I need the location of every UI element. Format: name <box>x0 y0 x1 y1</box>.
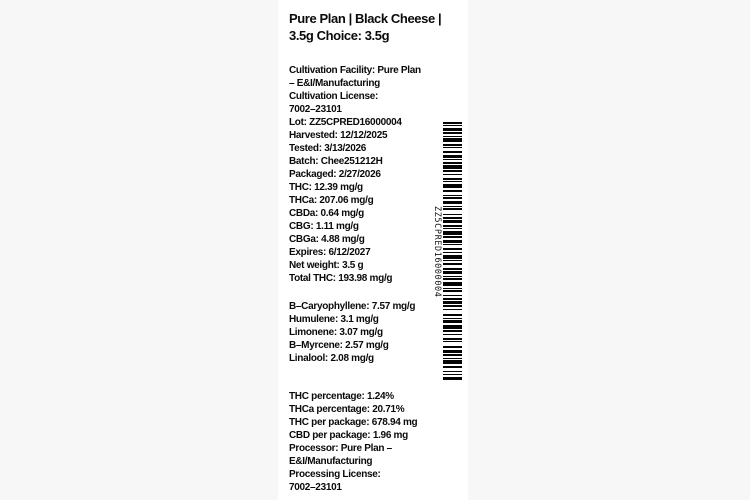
label-text-line: Harvested: 12/12/2025 <box>289 130 388 141</box>
label-text-line: Batch: Chee251212H <box>289 156 383 167</box>
barcode-text: ZZ5CPRED16000004 <box>432 206 442 298</box>
label-text-line: THCa: 207.06 mg/g <box>289 195 374 206</box>
summary-section <box>289 390 466 494</box>
label-text-line: Processing License: <box>289 469 381 480</box>
label-text-line: Cultivation Facility: Pure Plan <box>289 65 421 76</box>
label-text-line: THCa percentage: 20.71% <box>289 404 405 415</box>
product-title-line1: Pure Plan | Black Cheese | <box>289 11 442 26</box>
label-text-line: Limonene: 3.07 mg/g <box>289 327 383 338</box>
label-text-line: Packaged: 2/27/2026 <box>289 169 381 180</box>
label-text-line: E&I/Manufacturing <box>289 456 373 467</box>
label-text-line: THC: 12.39 mg/g <box>289 182 363 193</box>
label-text-line: CBDa: 0.64 mg/g <box>289 208 364 219</box>
label-text-line: Processor: Pure Plan – <box>289 443 392 454</box>
label-text-line: Net weight: 3.5 g <box>289 260 364 271</box>
label-text-line: CBD per package: 1.96 mg <box>289 430 408 441</box>
barcode-text-wrap <box>431 122 443 382</box>
label-text-line: THC percentage: 1.24% <box>289 391 394 402</box>
label-text-line: CBGa: 4.88 mg/g <box>289 234 365 245</box>
label-text-line: 7002–23101 <box>289 482 342 493</box>
label-text-line: Total THC: 193.98 mg/g <box>289 273 393 284</box>
label-text-line: – E&I/Manufacturing <box>289 78 380 89</box>
label-text-line: Lot: ZZ5CPRED16000004 <box>289 117 402 128</box>
label-text-line: B–Caryophyllene: 7.57 mg/g <box>289 301 416 312</box>
barcode-icon <box>443 122 462 382</box>
label-text-line: B–Myrcene: 2.57 mg/g <box>289 340 389 351</box>
product-label <box>278 0 468 500</box>
label-text-line: THC per package: 678.94 mg <box>289 417 418 428</box>
label-text-line: Tested: 3/13/2026 <box>289 143 366 154</box>
label-text-line: 7002–23101 <box>289 104 342 115</box>
label-text-line: Cultivation License: <box>289 91 379 102</box>
product-title <box>289 10 466 44</box>
label-text-line: Expires: 6/12/2027 <box>289 247 371 258</box>
label-text-line: Linalool: 2.08 mg/g <box>289 353 374 364</box>
label-text-line: CBG: 1.11 mg/g <box>289 221 359 232</box>
product-title-line2: 3.5g Choice: 3.5g <box>289 28 390 43</box>
label-text-line: Humulene: 3.1 mg/g <box>289 314 379 325</box>
